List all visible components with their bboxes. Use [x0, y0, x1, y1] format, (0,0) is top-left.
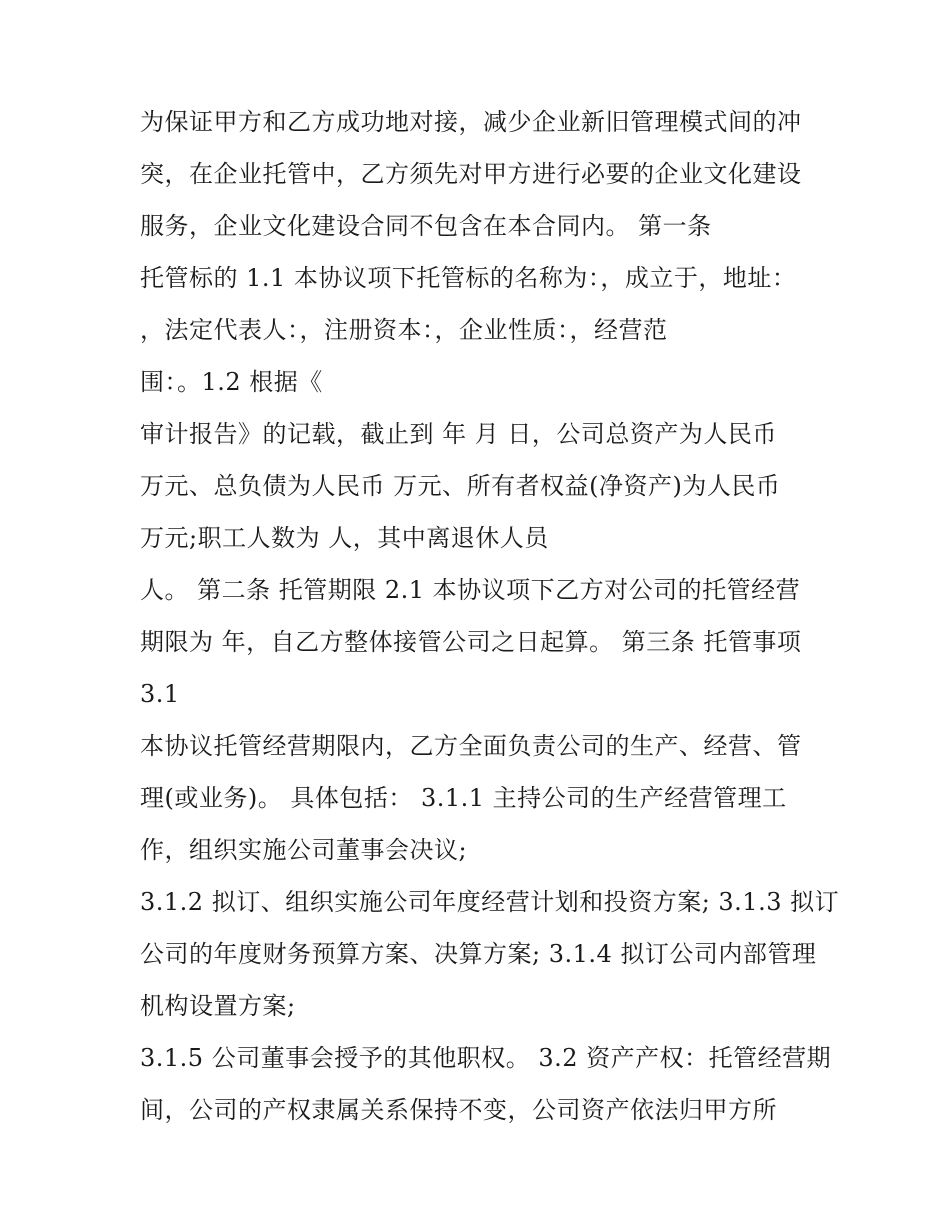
- text-line: 期限为 年，自乙方整体接管公司之日起算。 第三条 托管事项: [140, 628, 802, 656]
- text-line: 3.1: [140, 680, 180, 708]
- text-line: 机构设置方案;: [140, 992, 296, 1020]
- text-line: 为保证甲方和乙方成功地对接，减少企业新旧管理模式间的冲: [140, 108, 802, 136]
- text-line: 万元;职工人数为 人，其中离退休人员: [140, 524, 549, 552]
- text-line: 公司的年度财务预算方案、决算方案; 3.1.4 拟订公司内部管理: [140, 940, 817, 968]
- text-line: 本协议托管经营期限内，乙方全面负责公司的生产、经营、管: [140, 732, 802, 760]
- text-line: 万元、总负债为人民币 万元、所有者权益(净资产)为人民币: [140, 472, 781, 500]
- text-line: 服务，企业文化建设合同不包含在本合同内。 第一条: [140, 212, 712, 240]
- text-line: 人。 第二条 托管期限 2.1 本协议项下乙方对公司的托管经营: [140, 576, 801, 604]
- contract-body-text: [140, 103, 840, 1143]
- text-line: 围：。1.2 根据《: [140, 368, 323, 396]
- text-line: 作，组织实施公司董事会决议;: [140, 836, 468, 864]
- text-line: 突，在企业托管中，乙方须先对甲方进行必要的企业文化建设: [140, 160, 802, 188]
- text-line: 审计报告》的记载，截止到 年 月 日，公司总资产为人民币: [140, 420, 777, 448]
- text-line: 间，公司的产权隶属关系保持不变，公司资产依法归甲方所: [140, 1096, 777, 1124]
- text-line: 3.1.2 拟订、组织实施公司年度经营计划和投资方案; 3.1.3 拟订: [140, 888, 840, 916]
- text-line: 托管标的 1.1 本协议项下托管标的名称为：，成立于，地址：: [140, 264, 797, 292]
- text-line: 理(或业务)。 具体包括： 3.1.1 主持公司的生产经营管理工: [140, 784, 787, 812]
- text-line: 3.1.5 公司董事会授予的其他职权。 3.2 资产产权：托管经营期: [140, 1044, 832, 1072]
- text-line: ，法定代表人：，注册资本：，企业性质：，经营范: [140, 316, 668, 344]
